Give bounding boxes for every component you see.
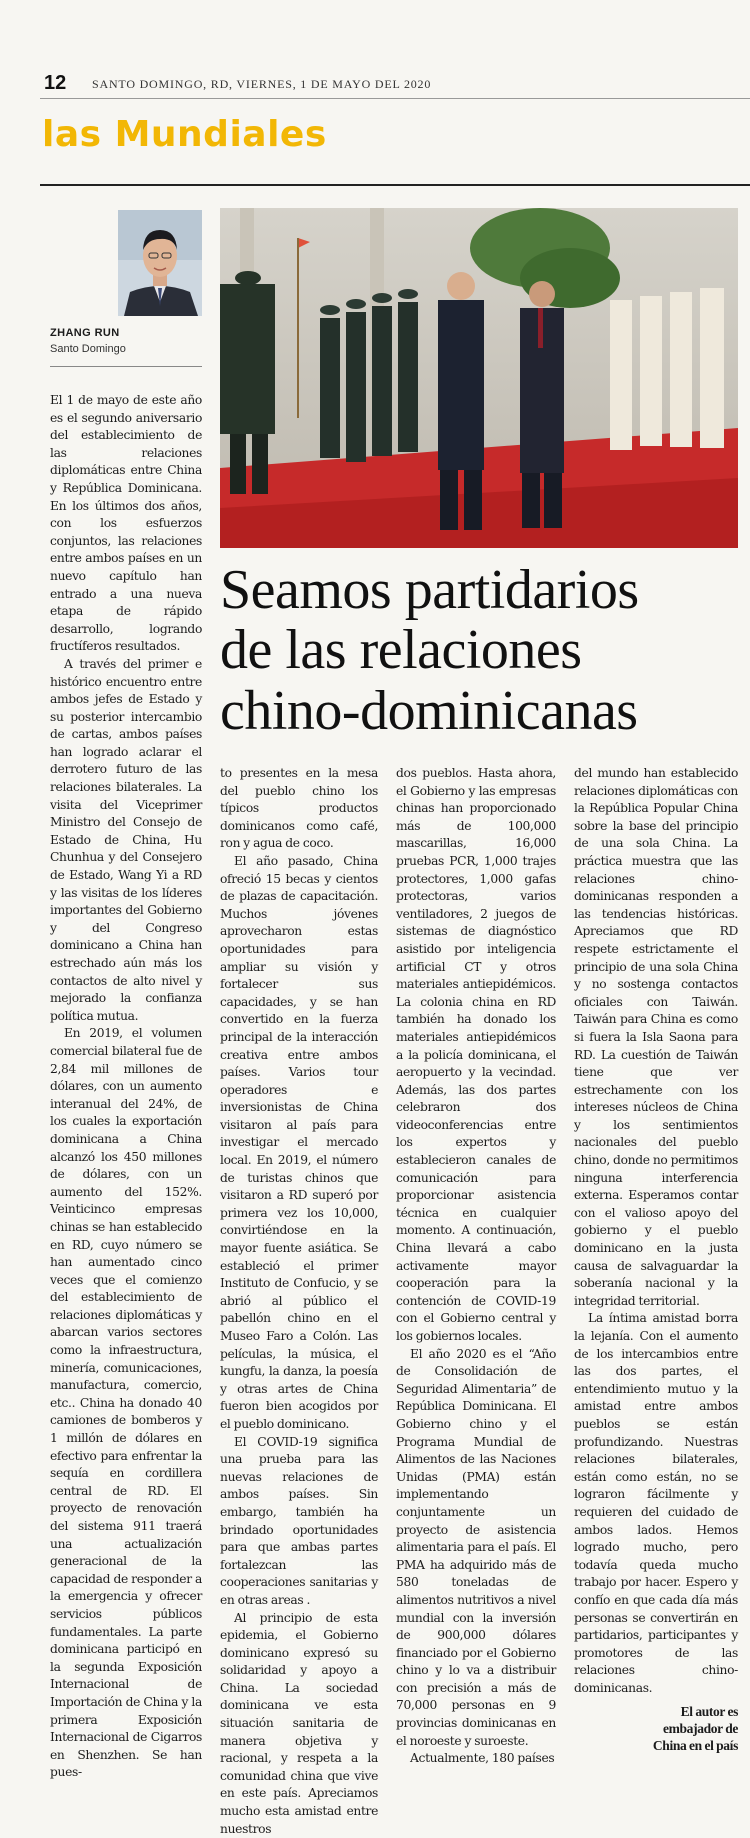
headline [220, 560, 740, 741]
section-rule [40, 184, 750, 186]
dateline: SANTO DOMINGO, RD, VIERNES, 1 DE MAYO DEL 2020 [92, 77, 431, 92]
paragraph: El año 2020 es el “Año de Consolidación de Seguridad Alimentaria” de República Dominicana. El Gobierno chino y el Programa Mundial de Alimentos de las Naciones Unidas (PMA) están implementando conjuntamente un proyecto de asistencia alimentaria para el país. El PMA ha adquirido más de 580 toneladas de alimentos nutritivos a nivel mundial con la inversión de 900,000 dólares financiado por el Gobierno chino y lo va a distribuir con precisión a más de 70,000 personas en 9 provincias dominicanas en el noroeste y suroeste. [396, 1346, 556, 1751]
paragraph: Actualmente, 180 países [396, 1750, 556, 1768]
article-column-4 [574, 765, 738, 1754]
author-location: Santo Domingo [50, 343, 126, 355]
paragraph: El 1 de mayo de este año es el segundo aniversario del establecimiento de las relaciones diplomáticas entre China y República Dominicana. En los últimos dos años, con los esfuerzos conjuntos, las relaciones entre ambos países en un nuevo capítulo han entrado a una nueva etapa de rápido desarrollo, logrando fructíferos resultados. [50, 392, 202, 656]
paragraph: En 2019, el volumen comercial bilateral fue de 2,84 mil millones de dólares, con un aumento interanual del 24%, de los cuales la exportación dominicana a China alcanzó los 450 millones de dólares, con un aumento del 152%. Veinticinco empresas chinas se han establecido en RD, cuyo número se han aumentado cinco veces que el comienzo del establecimiento de relaciones diplomáticas y abarcan varios sectores como la infraestructura, minería, comunicaciones, manufactura, comercio, etc.. China ha donado 40 camiones de bomberos y 1 millón de dólares en efectivo para enfrentar la sequía en cordillera central de RD. El proyecto de renovación del sistema 911 traerá una actualización generacional de la capacidad de responder a la emergencia y ofrecer servicios públicos fundamentales. La parte dominicana participó en la segunda Exposición Internacional de Importación de China y la primera Exposición Internacional de Cigarros en Shenzhen. Se han pues- [50, 1025, 202, 1782]
author-name: ZHANG RUN [50, 327, 120, 339]
author-signature [574, 1703, 738, 1754]
paragraph: A través del primer e histórico encuentro entre ambos jefes de Estado y su posterior intercambio de cartas, ambos países han logrado aclarar el derrotero futuro de las relaciones bilaterales. La visita del Viceprimer Ministro del Consejo de Estado de China, Hu Chunhua y del Consejero de Estado, Wang Yi a RD y las visitas de los líderes importantes del Gobierno y del Congreso dominicano a China han estrechado aún más los contactos de alto nivel y mejorado la confianza política mutua. [50, 656, 202, 1025]
article-column-1 [50, 392, 202, 1782]
section-title: las Mundiales [42, 114, 327, 155]
article-column-3 [396, 765, 556, 1768]
page-number: 12 [44, 72, 66, 95]
headline-line-1: Seamos partidarios [220, 560, 740, 620]
signature-line-3: China en el país [574, 1737, 738, 1754]
paragraph: El año pasado, China ofreció 15 becas y cientos de plazas de capacitación. Muchos jóvenes aprovecharon estas oportunidades para ampliar su visión y fortalecer sus capacidades, y se han convertido en la fuerza principal de la interacción creativa entre ambos países. Varios tour operadores e inversionistas de China visitaron al país para investigar el mercado local. En 2019, el número de turistas chinos que visitaron a RD superó por primera vez los 10,000, convirtiéndose en la mayor fuente asiática. Se estableció el primer Instituto de Confucio, y se abrió al público el pabellón chino en el Museo Faro a Colón. Las películas, la música, el kungfu, la danza, la poesía y otras artes de China fueron bien acogidos por el pueblo dominicano. [220, 853, 378, 1434]
headline-line-3: chino-dominicanas [220, 681, 740, 741]
paragraph: to presentes en la mesa del pueblo chino los típicos productos dominicanos como café, ron y agua de coco. [220, 765, 378, 853]
header-rule [40, 98, 750, 99]
headline-line-2: de las relaciones [220, 620, 740, 680]
hero-photo [220, 208, 738, 548]
paragraph: del mundo han establecido relaciones diplomáticas con la República Popular China sobre la base del principio de una sola China. La práctica muestra que las relaciones chino-dominicanas responden a las tendencias históricas. Apreciamos que RD respete estrictamente el principio de una sola China y no sostenga contactos oficiales con Taiwán. Taiwán para China es como si fuera la Isla Saona para RD. La cuestión de Taiwán tiene que ver estrechamente con los intereses núcleos de China y los sentimientos nacionales del pueblo chino, donde no permitimos ninguna interferencia externa. Esperamos contar con el valioso apoyo del gobierno y el pueblo dominicano en la justa causa de salvaguardar la soberanía nacional y la integridad territorial. [574, 765, 738, 1310]
article-column-2 [220, 765, 378, 1838]
signature-line-2: embajador de [574, 1720, 738, 1737]
paragraph: Al principio de esta epidemia, el Gobierno dominicano expresó su solidaridad y apoyo a China. La sociedad dominicana ve esta situación sanitaria de manera objetiva y racional, y respeta a la comunidad china que vive en este país. Apreciamos mucho esta amistad entre nuestros [220, 1610, 378, 1838]
author-rule [50, 366, 202, 367]
paragraph: El COVID-19 significa una prueba para las nuevas relaciones de ambos países. Sin embargo, también ha brindado oportunidades para que ambas partes fortalezcan las cooperaciones sanitarias y en otras areas . [220, 1434, 378, 1610]
author-photo [118, 210, 202, 316]
paragraph: dos pueblos. Hasta ahora, el Gobierno y las empresas chinas han proporcionado más de 100,000 mascarillas, 16,000 pruebas PCR, 1,000 trajes protectores, 1,000 gafas protectoras, varios ventiladores, 2 juegos de sistemas de diagnóstico asistido por inteligencia artificial CT y otros materiales antiepidémicos. La colonia china en RD también ha donado los materiales antiepidémicos a la policía dominicana, el aeropuerto y la vecindad. Además, las dos partes celebraron dos videoconferencias entre los expertos y establecieron canales de comunicación para proporcionar asistencia técnica en cualquier momento. A continuación, China llevará a cabo activamente mayor cooperación para la contención de COVID-19 con el Gobierno central y los gobiernos locales. [396, 765, 556, 1346]
paragraph: La íntima amistad borra la lejanía. Con el aumento de los intercambios entre las dos partes, el entendimiento mutuo y la amistad entre ambos pueblos se están profundizando. Nuestras relaciones bilaterales, están como están, no se lograron fácilmente y requieren del cuidado de ambos lados. Hemos logrado mucho, pero todavía queda mucho trabajo por hacer. Espero y confío en que cada día más personas se convertirán en partidarios, participantes y promotores de las relaciones chino-dominicanas. [574, 1310, 738, 1697]
signature-line-1: El autor es [574, 1703, 738, 1720]
